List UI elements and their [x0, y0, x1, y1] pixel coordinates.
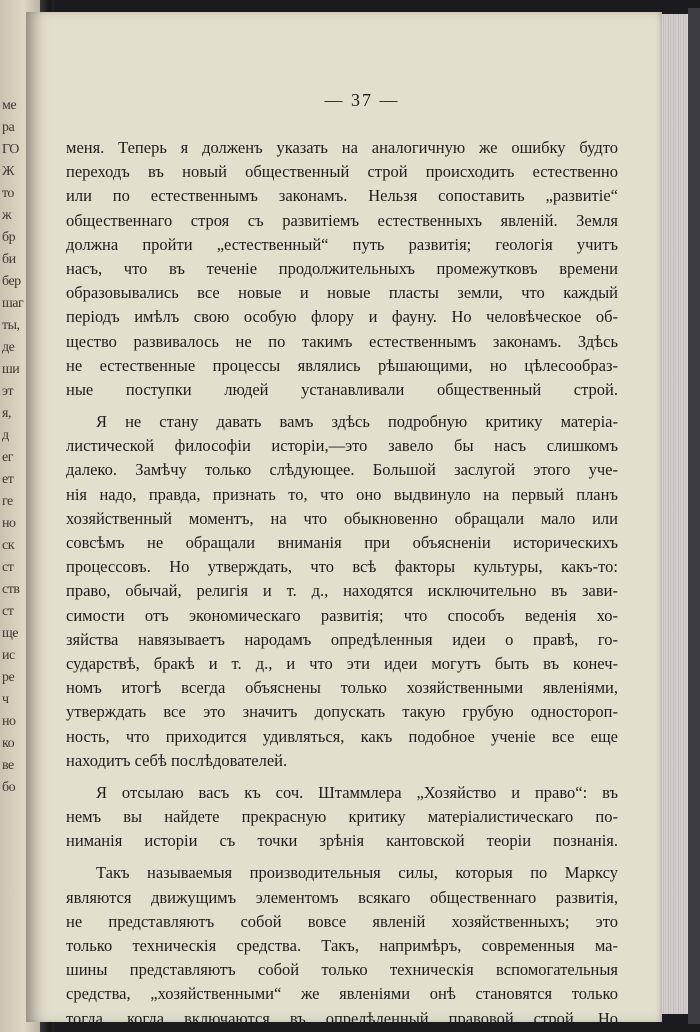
previous-page-line: ве	[2, 758, 14, 773]
text-line: ность, что приходится удивляться, какъ подобное ученіе все еще	[66, 726, 618, 746]
text-line: не естественные процессы являлись рѣшающими, но цѣлесообраз-	[66, 355, 618, 375]
previous-page-line: ще	[2, 626, 18, 641]
previous-page-line: то	[2, 186, 14, 201]
previous-page-line: ре	[2, 670, 15, 685]
previous-page-line: ств	[2, 582, 20, 597]
text-line: періодъ имѣлъ свою особую флору и фауну. Но человѣческое об-	[66, 307, 618, 327]
previous-page-line: ж	[2, 208, 12, 223]
previous-page-line: бо	[2, 780, 16, 795]
text-line: номъ итогѣ всегда объяснены только хозяйственными явленіями,	[66, 678, 618, 698]
previous-page-line: ты,	[2, 318, 20, 333]
previous-page-line: Ж	[2, 164, 15, 179]
book-cover-edge	[688, 8, 700, 1024]
text-line: должна пройти „естественный“ путь развитія; геологія учитъ	[66, 234, 618, 254]
text-line: щество развивалось не по такимъ естественнымъ законамъ. Здѣсь	[66, 331, 618, 351]
previous-page-line: ег	[2, 450, 13, 465]
previous-page-line: ГО	[2, 142, 19, 157]
text-line: сударствѣ, бракѣ и т. д., и что эти идеи могутъ быть въ конеч-	[66, 653, 618, 673]
text-line: образовывались все новые и новые пласты земли, что каждый	[66, 283, 618, 303]
previous-page-line: би	[2, 252, 16, 267]
book-page	[26, 12, 662, 1028]
text-line: право, обычай, религія и т. д., находятся исключительно въ зави-	[66, 581, 618, 601]
previous-page-line: ск	[2, 538, 15, 553]
text-line: нія надо, правда, признать то, что оно выдвинуло на первый планъ	[66, 484, 618, 504]
previous-page-line: ра	[2, 120, 15, 135]
previous-page-line: ис	[2, 648, 15, 663]
text-line: утверждать все это значитъ допускать такую грубую одностороп-	[66, 702, 618, 722]
text-line: ниманія исторіи съ точки зрѣнія кантовской теоріи познанія.	[66, 831, 618, 851]
previous-page-line: ге	[2, 494, 13, 509]
previous-page-line: я,	[2, 406, 11, 421]
text-line: далеко. Замѣчу только слѣдующее. Большой заслугой этого уче-	[66, 460, 618, 480]
text-line: не представляютъ собой вовсе явленій хозяйственныхъ; это	[66, 911, 618, 931]
text-line: насъ, что въ теченіе продолжительныхъ промежутковъ времени	[66, 258, 618, 278]
previous-page-line: ме	[2, 98, 17, 113]
text-line: симости отъ экономическаго развитія; что способъ веденія хо-	[66, 605, 618, 625]
previous-page-line: бр	[2, 230, 16, 245]
text-line: тогда, когда включаются въ опредѣленный правовой строй. Но	[66, 1008, 618, 1028]
text-line: листической философіи исторіи,—это завело бы насъ слишкомъ	[66, 436, 618, 456]
paragraph-2	[66, 410, 618, 773]
text-line: Я не стану давать вамъ здѣсь подробную критику матеріа-	[96, 412, 618, 432]
text-line: Я отсылаю васъ къ соч. Штаммлера „Хозяйство и право“: въ	[96, 782, 618, 802]
text-line: средства, „хозяйственными“ же явленіями онѣ становятся только	[66, 984, 618, 1004]
text-line: Такъ называемыя производительныя силы, которыя по Марксу	[96, 863, 618, 883]
previous-page-line: д	[2, 428, 9, 443]
paragraph-3	[66, 781, 618, 854]
text-line: шины представляютъ собой только техническія вспомогательныя	[66, 960, 618, 980]
previous-page-line: эт	[2, 384, 14, 399]
paragraph-1	[66, 136, 618, 402]
text-line: совсѣмъ не обращали вниманія при объясненіи историческихъ	[66, 533, 618, 552]
text-line: переходъ въ новый общественный строй происходить естественно	[66, 162, 618, 182]
page-content	[66, 84, 618, 1031]
previous-page-line: ши	[2, 362, 20, 377]
previous-page-line: но	[2, 714, 16, 729]
previous-page-line: но	[2, 516, 16, 531]
text-line: общественнаго строя съ развитіемъ естественныхъ явленій. Земля	[66, 210, 618, 230]
previous-page-line: ет	[2, 472, 14, 487]
paragraph-4	[66, 861, 618, 1030]
text-line: процессовъ. Но утверждать, что всѣ факторы культуры, какъ-то:	[66, 557, 618, 577]
text-line: являются движущимъ элементомъ всякаго общественнаго развитія,	[66, 887, 618, 907]
previous-page-line: ст	[2, 604, 14, 619]
text-line: зяйства навязываетъ народамъ опредѣленныя идеи о правѣ, го-	[66, 629, 618, 649]
text-line: или по естественнымъ законамъ. Нельзя сопоставить „развитіе“	[66, 186, 618, 206]
previous-page-line: бер	[2, 274, 21, 289]
text-line: немъ вы найдете прекрасную критику матеріалистическаго по-	[66, 807, 618, 827]
previous-page-line: ст	[2, 560, 14, 575]
previous-page-line: шаг	[2, 296, 24, 311]
text-line: меня. Теперь я долженъ указать на аналогичную же ошибку будто	[66, 138, 618, 157]
page-number: — 37 —	[324, 90, 400, 110]
text-line: ные поступки людей устанавливали общественный строй.	[66, 379, 618, 399]
previous-page-line: де	[2, 340, 15, 355]
previous-page-line: ко	[2, 736, 15, 751]
text-line: хозяйственный моментъ, на что обыкновенно обращали мало или	[66, 508, 618, 528]
text-line: находитъ себѣ послѣдователей.	[66, 750, 288, 770]
text-line: только техническія средства. Такъ, напримѣръ, современныя ма-	[66, 936, 618, 955]
previous-page-line: ч	[2, 692, 9, 707]
